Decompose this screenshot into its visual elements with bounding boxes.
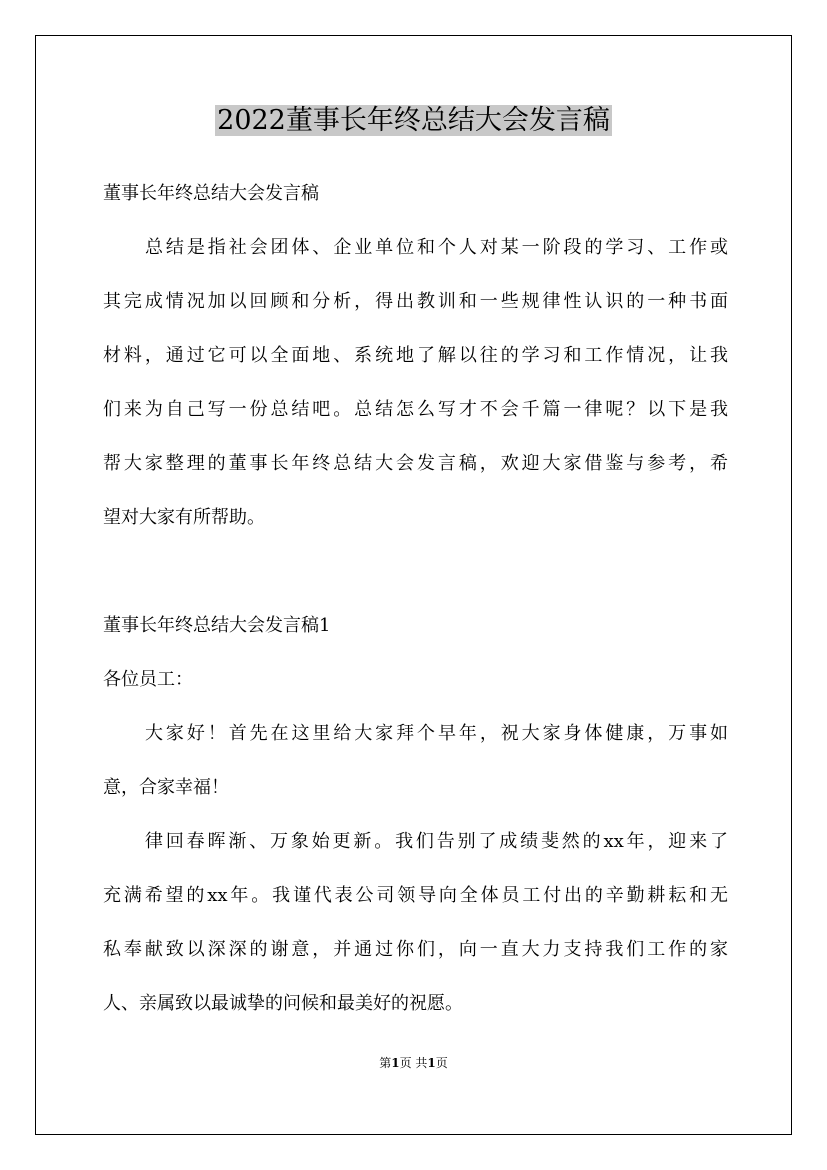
- paragraph-line: 望对大家有所帮助。: [103, 507, 265, 528]
- paragraph-line: 们来为自己写一份总结吧。总结怎么写才不会千篇一律呢？以下是我: [103, 399, 728, 420]
- title-highlight: 2022董事长年终总结大会发言稿: [217, 105, 610, 136]
- paragraph-line: 大家好！首先在这里给大家拜个早年，祝大家身体健康，万事如: [145, 723, 728, 744]
- footer-prefix: 第: [379, 1056, 392, 1070]
- paragraph-line: 律回春晖渐、万象始更新。我们告别了成绩斐然的xx年，迎来了: [145, 831, 728, 852]
- section-heading: 董事长年终总结大会发言稿1: [103, 615, 331, 636]
- paragraph-line: 总结是指社会团体、企业单位和个人对某一阶段的学习、工作或: [145, 237, 728, 258]
- document-title: [0, 101, 827, 141]
- paragraph-line: 充满希望的xx年。我谨代表公司领导向全体员工付出的辛勤耕耘和无: [103, 885, 728, 906]
- paragraph-line: 人、亲属致以最诚挚的问候和最美好的祝愿。: [103, 993, 463, 1014]
- salutation: 各位员工：: [103, 669, 193, 690]
- paragraph-line: 意，合家幸福！: [103, 777, 229, 798]
- paragraph-line: 帮大家整理的董事长年终总结大会发言稿，欢迎大家借鉴与参考，希: [103, 453, 728, 474]
- page-footer: [0, 1055, 827, 1071]
- footer-page-number: 1: [391, 1056, 400, 1070]
- footer-suffix: 页: [435, 1056, 448, 1070]
- paragraph-line: 其完成情况加以回顾和分析，得出教训和一些规律性认识的一种书面: [103, 291, 728, 312]
- footer-middle: 页 共: [399, 1056, 428, 1070]
- paragraph-line: 私奉献致以深深的谢意，并通过你们，向一直大力支持我们工作的家: [103, 939, 728, 960]
- subtitle-line: 董事长年终总结大会发言稿: [103, 183, 319, 204]
- paragraph-line: 材料，通过它可以全面地、系统地了解以往的学习和工作情况，让我: [103, 345, 728, 366]
- footer-total-pages: 1: [427, 1056, 436, 1070]
